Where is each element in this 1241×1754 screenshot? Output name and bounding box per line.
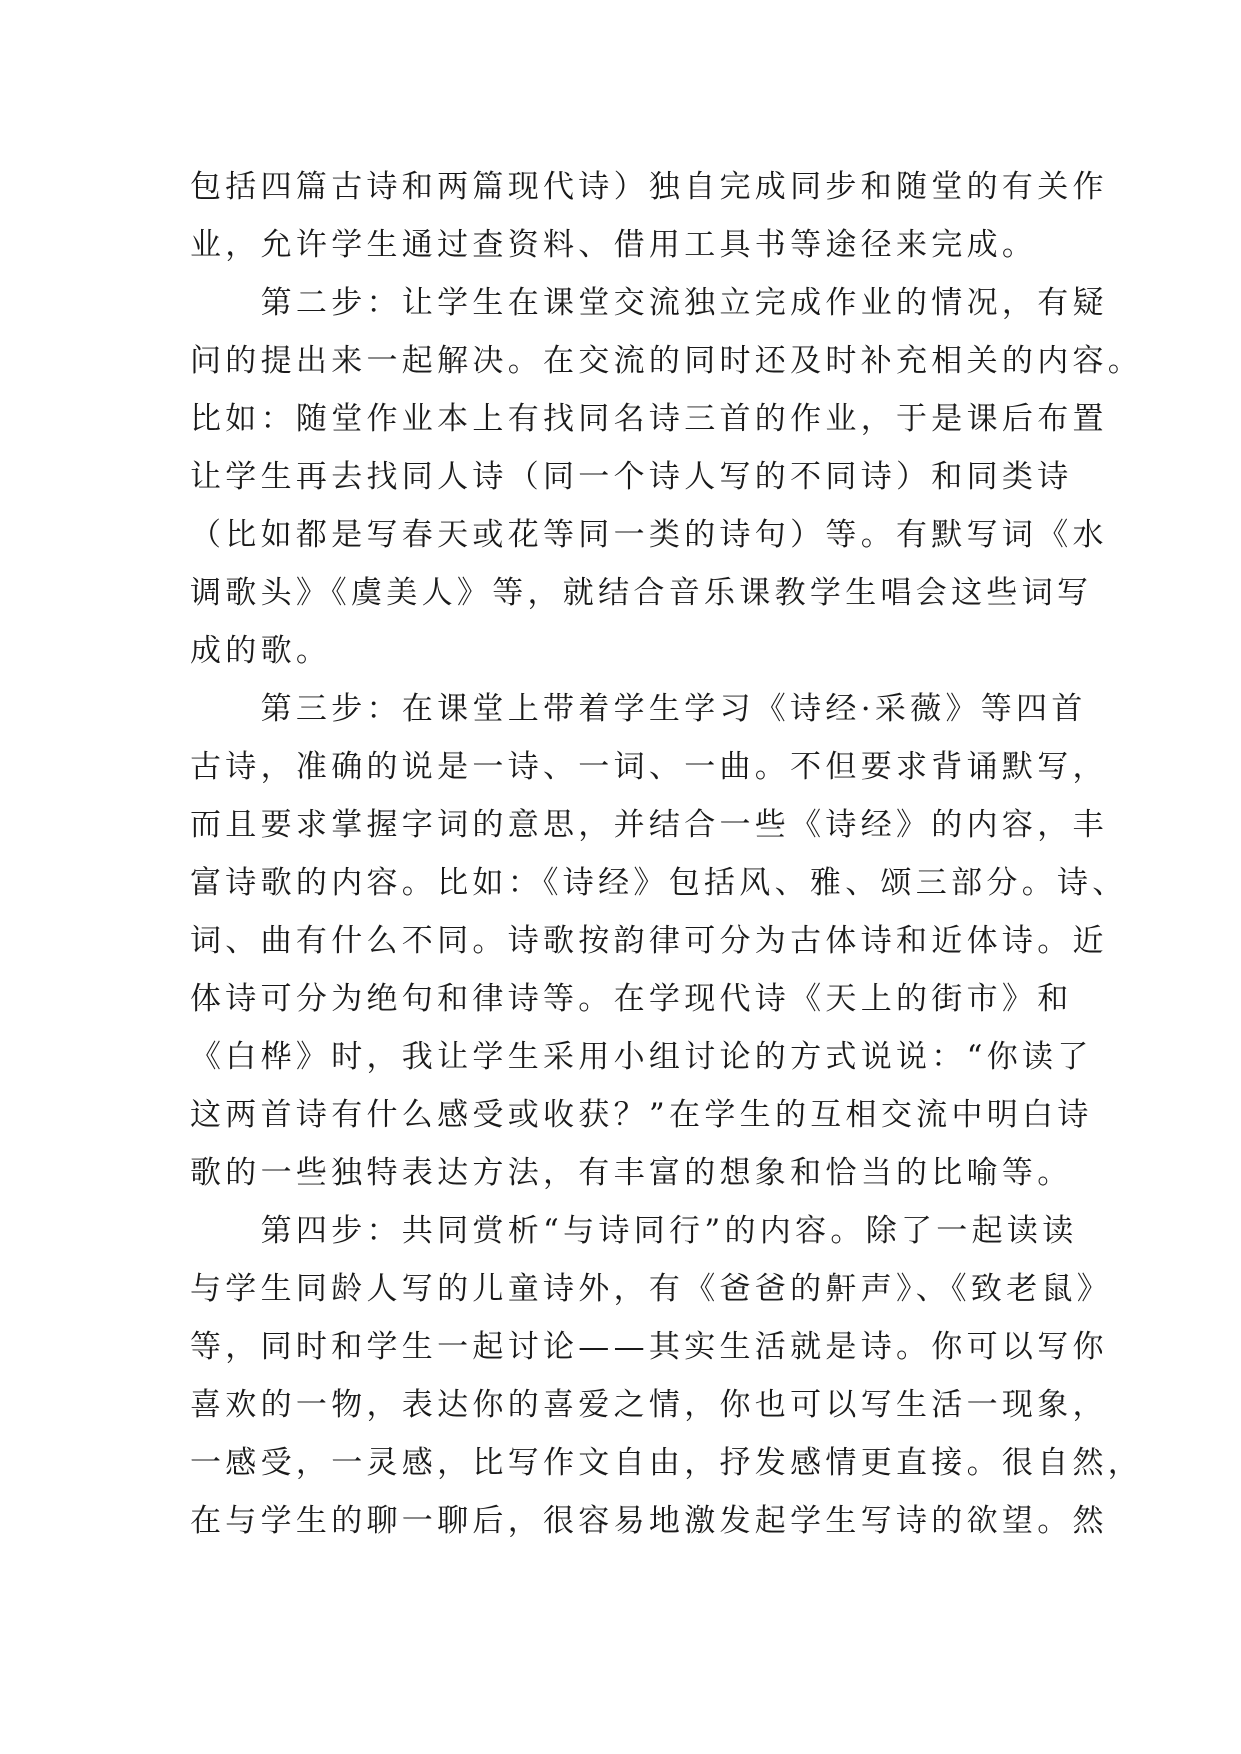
text-line: 成的歌。 xyxy=(190,633,332,669)
body-text xyxy=(190,158,1144,1550)
text-line: 让学生再去找同人诗（同一个诗人写的不同诗）和同类诗 xyxy=(190,459,1073,495)
text-line: 喜欢的一物，表达你的喜爱之情，你也可以写生活一现象， xyxy=(190,1387,1108,1423)
text-line: 等，同时和学生一起讨论——其实生活就是诗。你可以写你 xyxy=(190,1329,1108,1365)
text-line: 与学生同龄人写的儿童诗外，有《爸爸的鼾声》、《致老鼠》 xyxy=(190,1271,1113,1307)
text-line: 在与学生的聊一聊后，很容易地激发起学生写诗的欲望。然 xyxy=(190,1503,1108,1539)
text-line: 调歌头》《虞美人》等，就结合音乐课教学生唱会这些词写 xyxy=(190,575,1093,611)
text-line: 歌的一些独特表达方法，有丰富的想象和恰当的比喻等。 xyxy=(190,1155,1073,1191)
text-line: 而且要求掌握字词的意思，并结合一些《诗经》的内容，丰 xyxy=(190,807,1108,843)
text-line: 一感受，一灵感，比写作文自由，抒发感情更直接。很自然， xyxy=(190,1445,1144,1481)
text-line: 第四步：共同赏析“与诗同行”的内容。除了一起读读 xyxy=(190,1213,1078,1249)
text-line: 词、曲有什么不同。诗歌按韵律可分为古体诗和近体诗。近 xyxy=(190,923,1108,959)
text-line: 业，允许学生通过查资料、借用工具书等途径来完成。 xyxy=(190,227,1038,263)
text-line: 体诗可分为绝句和律诗等。在学现代诗《天上的街市》和 xyxy=(190,981,1073,1017)
text-line: 问的提出来一起解决。在交流的同时还及时补充相关的内容。 xyxy=(190,343,1144,379)
text-line: 比如：随堂作业本上有找同名诗三首的作业，于是课后布置 xyxy=(190,401,1108,437)
text-line: 《白桦》时，我让学生采用小组讨论的方式说说：“你读了 xyxy=(190,1039,1093,1075)
text-line: 第三步：在课堂上带着学生学习《诗经·采薇》等四首 xyxy=(190,691,1087,727)
text-line: 第二步：让学生在课堂交流独立完成作业的情况，有疑 xyxy=(190,285,1108,321)
text-line: 富诗歌的内容。比如：《诗经》包括风、雅、颂三部分。诗、 xyxy=(190,865,1128,901)
text-line: 这两首诗有什么感受或收获？”在学生的互相交流中明白诗 xyxy=(190,1097,1093,1133)
text-line: （比如都是写春天或花等同一类的诗句）等。有默写词《水 xyxy=(190,517,1108,553)
text-line: 包括四篇古诗和两篇现代诗）独自完成同步和随堂的有关作 xyxy=(190,169,1108,205)
text-line: 古诗，准确的说是一诗、一词、一曲。不但要求背诵默写， xyxy=(190,749,1108,785)
